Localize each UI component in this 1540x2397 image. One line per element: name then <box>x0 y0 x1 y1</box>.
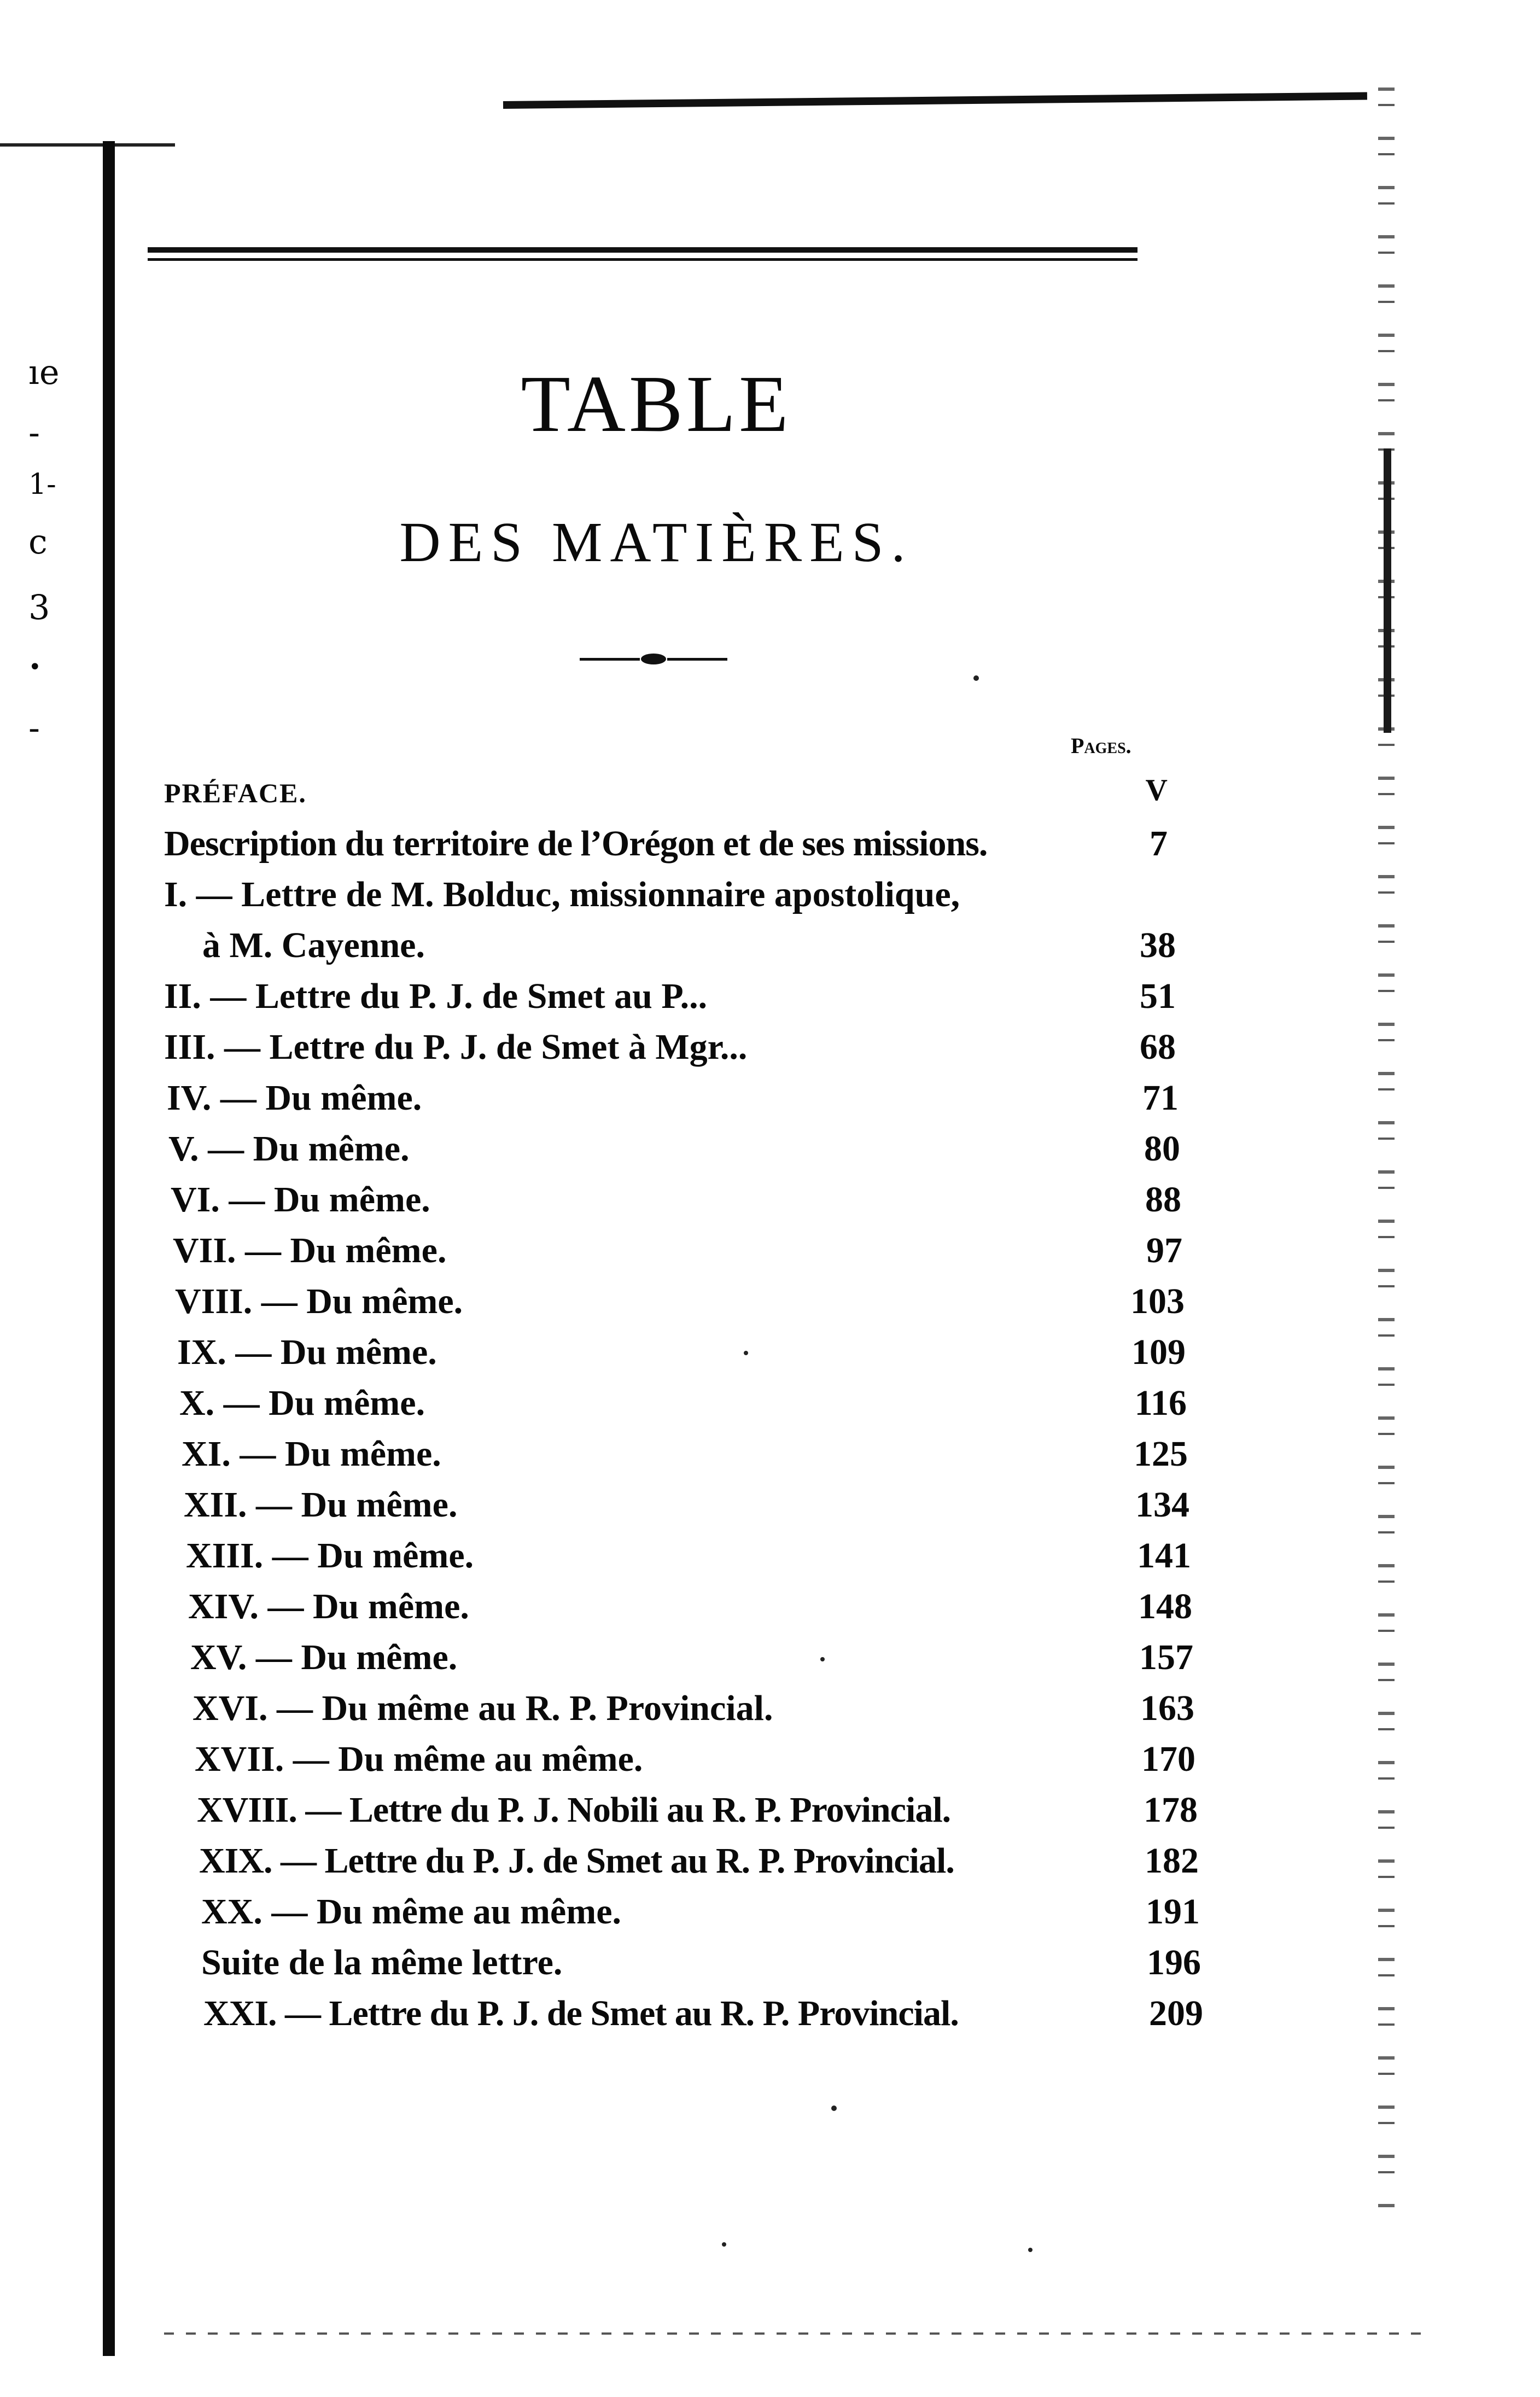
scan-speck <box>1028 2248 1032 2252</box>
toc-entry-text: III. — Lettre du P. J. de Smet à Mgr... <box>164 1027 748 1067</box>
toc-entry-page: 7 <box>1150 824 1168 864</box>
page-title: TABLE <box>521 359 792 449</box>
toc-entry-page: 163 <box>1140 1688 1194 1728</box>
scan-speck <box>973 675 979 681</box>
toc-entry-page: 88 <box>1145 1180 1181 1220</box>
scan-speck <box>820 1657 825 1661</box>
scan-edge-bottom <box>164 2332 1422 2335</box>
toc-entry-text: VII. — Du même. <box>173 1230 447 1270</box>
toc-entry-text: PRÉFACE. <box>164 778 307 808</box>
toc-entry-page: 125 <box>1134 1434 1188 1474</box>
toc-entry-page: 178 <box>1144 1790 1198 1830</box>
toc-entry-page: 134 <box>1135 1485 1189 1525</box>
toc-entry-page: 148 <box>1138 1587 1192 1626</box>
toc-entry-page: 38 <box>1140 925 1176 965</box>
pages-column-heading: Pages. <box>1071 733 1131 758</box>
toc-entry-text: XVIII. — Lettre du P. J. Nobili au R. P. Provincial. <box>197 1790 951 1830</box>
margin-fragment: 3 <box>28 587 50 627</box>
toc-entry-page: 51 <box>1140 976 1176 1016</box>
ornament-divider <box>580 654 727 664</box>
toc-entry-page: 157 <box>1139 1637 1193 1677</box>
margin-fragment: - <box>28 412 40 452</box>
toc-entry-text: XII. — Du même. <box>184 1485 458 1525</box>
scan-edge-top <box>503 92 1367 109</box>
scan-speck <box>722 2242 726 2247</box>
toc-entry-text: I. — Lettre de M. Bolduc, missionnaire apostolique, <box>164 874 960 914</box>
toc-entry-page: V <box>1145 773 1168 807</box>
scan-edge-right-bar <box>1384 448 1391 733</box>
toc-entry-text: XVII. — Du même au même. <box>195 1739 643 1779</box>
toc-entry-page: 71 <box>1142 1078 1179 1118</box>
toc-entry-text: V. — Du même. <box>168 1129 410 1169</box>
toc-entry-text: VI. — Du même. <box>171 1180 430 1220</box>
scan-speck <box>831 2106 837 2111</box>
scan-edge-top-left <box>0 143 175 147</box>
toc-entry-text: XXI. — Lettre du P. J. de Smet au R. P. Provincial. <box>203 1993 959 2033</box>
margin-fragment: 1- <box>28 468 56 501</box>
toc-entry-page: 116 <box>1134 1383 1187 1423</box>
toc-entry-page: 191 <box>1146 1892 1200 1932</box>
toc-entry-text: XIII. — Du même. <box>186 1536 474 1576</box>
toc-entry-text: XI. — Du même. <box>182 1434 441 1474</box>
toc-entry-page: 209 <box>1149 1993 1203 2033</box>
toc-entry-text: VIII. — Du même. <box>175 1281 463 1321</box>
page-subtitle: DES MATIÈRES. <box>399 511 913 574</box>
toc-entry-text: XIV. — Du même. <box>188 1587 469 1626</box>
toc-entry-text: XX. — Du même au même. <box>201 1892 621 1932</box>
toc-entry-page: 170 <box>1141 1739 1195 1779</box>
toc-entry-page: 109 <box>1131 1332 1186 1372</box>
toc-entry-page: 97 <box>1146 1230 1182 1270</box>
toc-entry-text: XIX. — Lettre du P. J. de Smet au R. P. Provincial. <box>199 1841 954 1881</box>
toc-entry-text: XVI. — Du même au R. P. Provincial. <box>192 1688 773 1728</box>
toc-entry-page: 141 <box>1137 1536 1191 1576</box>
margin-fragment: - <box>28 708 40 748</box>
toc-entry-page: 80 <box>1144 1129 1180 1169</box>
toc-entry-text: Description du territoire de l’Orégon et de ses missions. <box>164 824 988 864</box>
scan-edge-right <box>1378 88 1395 2220</box>
toc-entry-text: IX. — Du même. <box>177 1332 437 1372</box>
toc-entry-text: II. — Lettre du P. J. de Smet au P... <box>164 976 708 1016</box>
toc-entry-text: IV. — Du même. <box>167 1078 422 1118</box>
margin-fragment: ıe <box>28 352 60 392</box>
toc-entry-page: 68 <box>1140 1027 1176 1067</box>
toc-entry-text: XV. — Du même. <box>190 1637 458 1677</box>
margin-fragment: • <box>28 655 42 680</box>
toc-entry-page: 103 <box>1130 1281 1185 1321</box>
header-double-rule <box>148 247 1138 264</box>
scan-speck <box>744 1351 748 1355</box>
toc-entry-page: 182 <box>1145 1841 1199 1881</box>
margin-fragment: c <box>28 522 48 562</box>
toc-entry-text: X. — Du même. <box>179 1383 425 1423</box>
toc-entry-page: 196 <box>1147 1943 1201 1982</box>
toc-entry-text: à M. Cayenne. <box>202 925 425 965</box>
toc-entry-text: Suite de la même lettre. <box>201 1943 563 1982</box>
page-gutter-rule <box>103 141 115 2356</box>
